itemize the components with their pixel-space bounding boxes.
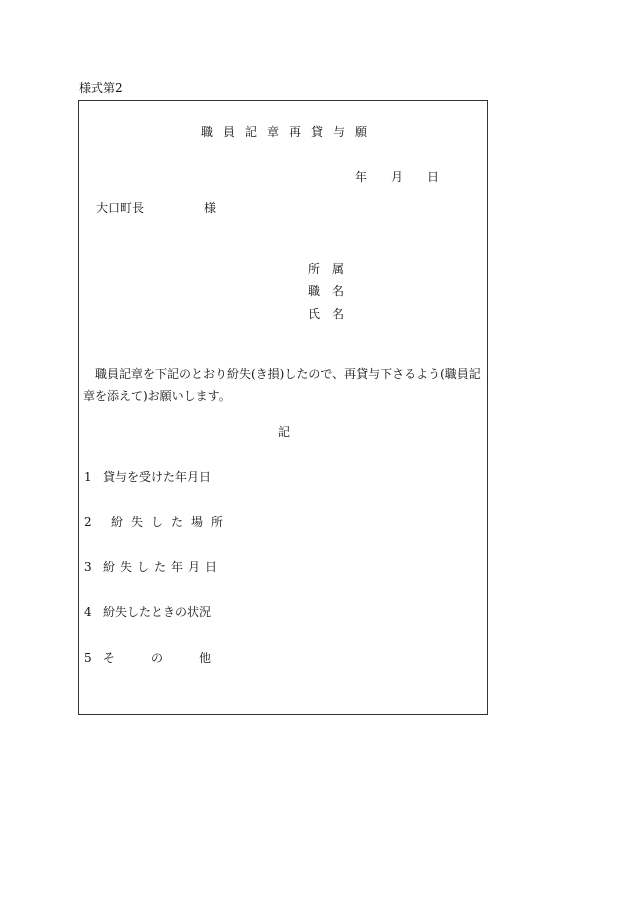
request-text-block bbox=[83, 363, 487, 407]
item-label: 紛失した年月日 bbox=[103, 560, 223, 574]
request-text: 職員記章を下記のとおり紛失(き損)したので、再貸与下さるよう(職員記章を添えて)お願いします。 bbox=[83, 367, 481, 403]
day-label: 日 bbox=[427, 170, 440, 184]
title-char: 員 bbox=[222, 125, 235, 139]
label-char: 属 bbox=[332, 262, 345, 276]
item-label: 紛失したときの状況 bbox=[103, 605, 212, 619]
item-number: 5 bbox=[84, 651, 92, 665]
item-number: 4 bbox=[84, 605, 92, 619]
label-char: 所 bbox=[308, 262, 321, 276]
year-label: 年 bbox=[355, 170, 368, 184]
list-item bbox=[84, 603, 211, 620]
title-char: 記 bbox=[244, 125, 257, 139]
title-char: 貸 bbox=[311, 125, 324, 139]
label-char: 氏 bbox=[308, 307, 321, 321]
form-number: 様式第2 bbox=[79, 81, 123, 95]
applicant-name bbox=[308, 305, 356, 322]
application-form bbox=[78, 100, 488, 715]
label-char: 名 bbox=[332, 284, 345, 298]
item-label: 紛失した場所 bbox=[111, 515, 232, 529]
addressee-name: 大口町長 bbox=[96, 201, 145, 215]
item-number: 3 bbox=[84, 560, 92, 574]
title-char: 願 bbox=[355, 125, 368, 139]
ki-heading: 記 bbox=[277, 425, 290, 439]
item-label: その他 bbox=[103, 651, 248, 665]
month-label: 月 bbox=[391, 170, 404, 184]
title-char: 再 bbox=[289, 125, 302, 139]
date-line bbox=[355, 168, 463, 185]
form-title bbox=[79, 123, 489, 140]
item-number: 2 bbox=[84, 515, 92, 529]
title-char: 章 bbox=[266, 125, 279, 139]
title-char: 職 bbox=[200, 125, 213, 139]
applicant-affiliation bbox=[308, 260, 356, 277]
list-item bbox=[84, 558, 222, 575]
item-label: 貸与を受けた年月日 bbox=[103, 470, 212, 484]
applicant-position bbox=[308, 282, 356, 299]
label-char: 名 bbox=[332, 307, 345, 321]
label-char: 職 bbox=[308, 284, 321, 298]
title-char: 与 bbox=[333, 125, 346, 139]
item-number: 1 bbox=[84, 470, 92, 484]
list-item bbox=[84, 513, 239, 530]
addressee-honorific: 様 bbox=[204, 201, 217, 215]
list-item bbox=[84, 649, 247, 666]
addressee bbox=[96, 199, 216, 216]
list-item bbox=[84, 468, 211, 485]
